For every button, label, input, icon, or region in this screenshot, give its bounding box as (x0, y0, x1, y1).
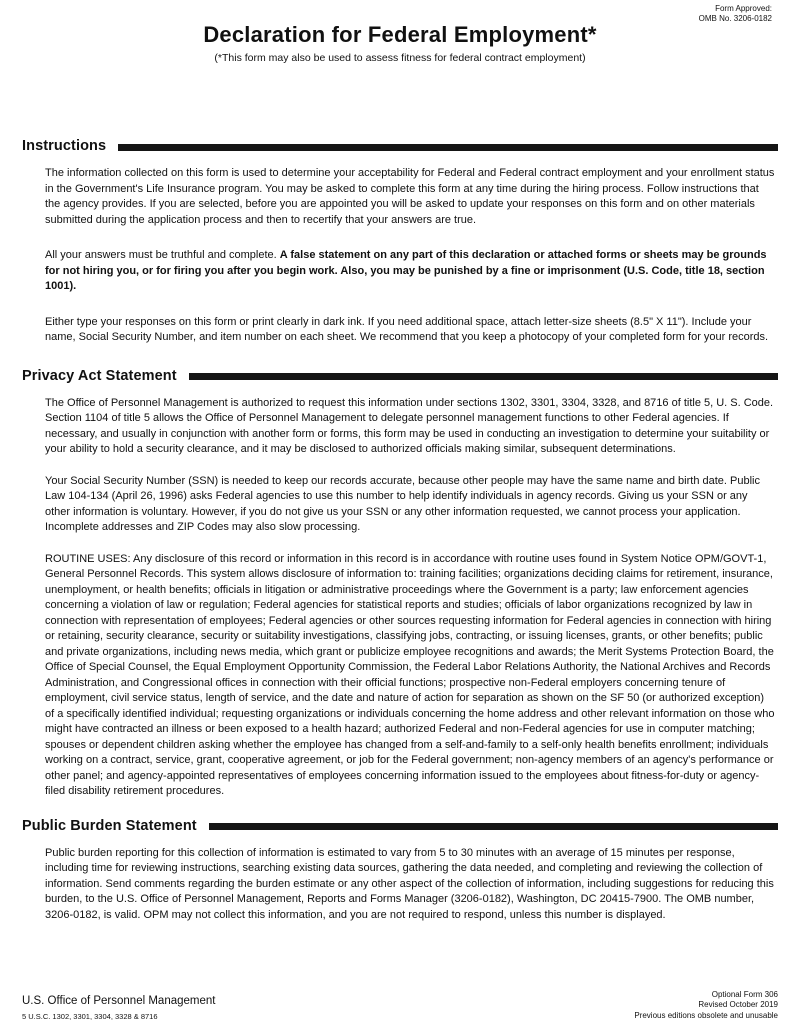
instructions-heading: Instructions (22, 138, 107, 154)
privacy-paragraph-2: Your Social Security Number (SSN) is needed to keep our records accurate, because other people may have the same name and birth date. Public Law 104-134 (April 26, 1996) asks Federal agencies to use this number to help identify individuals in agency records. Giving us your SSN or any other information is voluntary. However, if you do not give us your SSN or any other information requested, we cannot process your application. Incomplete addresses and ZIP Codes may also slow processing. (45, 474, 760, 533)
burden-paragraph-1: Public burden reporting for this collection of information is estimated to vary from 5 to 30 minutes with an average of 15 minutes per response, including time for reviewing instructions, searching existing data sources, gathering the data needed, and completing and reviewing the collection of information. Send comments regarding the burden estimate or any other aspect of the collection of information, including suggestions for reducing this burden, to the U.S. Office of Personnel Management, Reports and Forms Manager (3206-0182), Washington, DC 20415-7900. The OMB number, 3206-0182, is valid. OPM may not collect this information, and you are not required to respond, unless this number is displayed. (45, 846, 774, 921)
section-divider-bar (189, 373, 778, 380)
instructions-paragraph-2-normal: All your answers must be truthful and complete. (45, 249, 280, 261)
section-divider-bar (209, 823, 778, 830)
title-block (22, 22, 778, 64)
privacy-heading: Privacy Act Statement (22, 367, 177, 384)
privacy-section-header (22, 368, 778, 384)
page-subtitle: (*This form may also be used to assess fitness for federal contract employment) (214, 52, 586, 64)
instructions-section-header (22, 138, 778, 154)
footer-right (634, 990, 778, 1022)
page-title: Declaration for Federal Employment* (203, 22, 597, 47)
privacy-body (45, 396, 775, 800)
omb-approval-box (699, 4, 772, 24)
footer-editions-note: Previous editions obsolete and unusable (634, 1010, 778, 1020)
instructions-paragraph-2-bold: A false statement on any part of this declaration or attached forms or sheets may be grounds for not hiring you, or for firing you after you begin work. Also, you may be punished by a fine or imprisonment (U.S. Code, title 18, section 1001). (45, 249, 767, 292)
burden-section-header (22, 818, 778, 834)
privacy-paragraph-3: ROUTINE USES: Any disclosure of this record or information in this record is in accordance with routine uses found in System Notice OPM/GOVT-1, General Personnel Records. This system allows disclosure of information to: training facilities; organizations deciding claims for retirement, insurance, unemployment, or health benefits; officials in litigation or administrative proceedings where the Government is a party; law enforcement agencies concerning a violation of law or regulation; Federal agencies for statistical reports and studies; officials of labor organizations recognized by law in connection with representation of employees; Federal agencies or other sources requesting information for Federal agencies in connection with hiring or retaining, security clearance, security or suitability investigations, classifying jobs, contracting, or issuing licenses, grants, or other benefits; public and private organizations, including news media, which grant or publicize employee recognitions and awards; the Merit Systems Protection Board, the Office of Special Counsel, the Equal Employment Opportunity Commission, the Federal Labor Relations Authority, the National Archives and Records Administration, and Congressional offices in connection with their official functions; prospective non-Federal employers concerning tenure of employment, civil service status, length of service, and the date and nature of action for separation as shown on the SF 50 (or authorized exception) of a specifically identified individual; requesting organizations or individuals concerning the home address and other relevant information on those who might have contracted an illness or been exposed to a health hazard; authorized Federal and non-Federal agencies for use in computer matching; spouses or dependent children asking whether the employee has changed from a self-and-family to a self-only health benefits enrollment; individuals working on a contract, service, grant, cooperative agreement, or job for the Federal government; non-agency members of an agency's performance or other panel; and agency-appointed representatives of employees concerning information issued to the employees about fitness-for-duty or agency-filed disability retirement procedures. (45, 552, 775, 797)
omb-number: OMB No. 3206-0182 (698, 14, 772, 23)
instructions-paragraph-2 (45, 248, 775, 295)
instructions-paragraph-1: The information collected on this form is used to determine your acceptability for Federal and Federal contract employment and your enrollment status in the Government's Life Insurance program. You may be asked to complete this form at any time during the hiring process. Follow instructions that the agency provides. If you are selected, before you are appointed you will be asked to update your responses on this form and on other materials submitted during the application process and then to recertify that your answers are true. (45, 167, 775, 226)
footer-left (22, 995, 215, 1021)
form-approved-label: Form Approved: (715, 4, 772, 13)
instructions-body (45, 166, 775, 346)
footer-agency: U.S. Office of Personnel Management (22, 995, 216, 1007)
instructions-paragraph-3: Either type your responses on this form or print clearly in dark ink. If you need additional space, attach letter-size sheets (8.5" X 11"). Include your name, Social Security Number, and item number on each sheet. We recommend that you keep a photocopy of your completed form for your records. (45, 315, 769, 343)
burden-body (45, 846, 775, 924)
footer-form-number: Optional Form 306 (711, 989, 778, 999)
form-header (22, 0, 778, 102)
privacy-paragraph-1: The Office of Personnel Management is authorized to request this information under sections 1302, 3301, 3304, 3328, and 8716 of title 5, U. S. Code. Section 1104 of title 5 allows the Office of Personnel Management to delegate personnel management functions to other Federal agencies. If necessary, and usually in conjunction with another form or forms, this form may be used in conducting an investigation to determine your suitability or your ability to hold a security clearance, and it may be disclosed to authorized officials making similar, subsequent determinations. (45, 396, 774, 455)
footer-usc-citation: 5 U.S.C. 1302, 3301, 3304, 3328 & 8716 (22, 1012, 158, 1021)
footer-revision-date: Revised October 2019 (698, 1000, 778, 1009)
section-divider-bar (118, 144, 778, 151)
form-footer (22, 990, 778, 1022)
burden-heading: Public Burden Statement (22, 817, 197, 834)
